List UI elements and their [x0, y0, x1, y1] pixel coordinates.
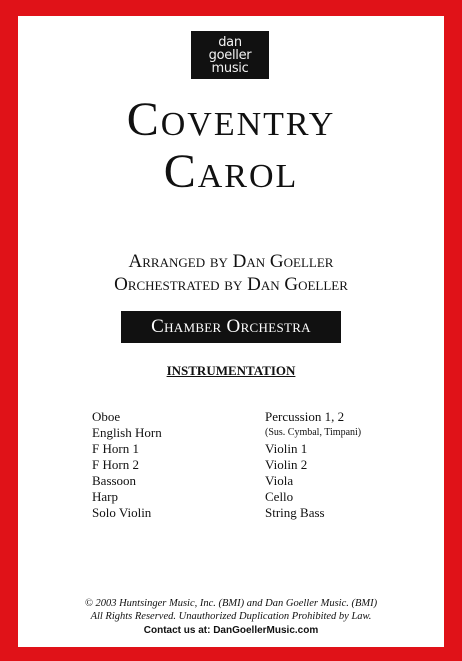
instrument-item: Violin 2 — [265, 457, 308, 472]
instrument-item: Solo Violin — [92, 505, 152, 520]
ensemble-badge: Chamber Orchestra — [121, 311, 341, 343]
instrument-item: Viola — [265, 473, 294, 488]
logo-line-2: goeller — [208, 47, 252, 63]
instrument-list-right — [265, 409, 361, 521]
instrument-item: English Horn — [92, 425, 162, 440]
instrument-item: F Horn 1 — [92, 441, 139, 456]
contact-line: Contact us at: DanGoellerMusic.com — [143, 625, 319, 636]
instrument-list-left — [92, 409, 162, 521]
instrument-item: Bassoon — [92, 473, 137, 488]
copyright-line: © 2003 Huntsinger Music, Inc. (BMI) and Dan Goeller Music. (BMI) — [84, 598, 378, 609]
instrument-item: F Horn 2 — [92, 457, 139, 472]
arranged-by: Arranged by Dan Goeller — [128, 251, 334, 272]
title-line-2: Carol — [163, 145, 299, 198]
instrument-item: Harp — [92, 489, 118, 504]
rights-line: All Rights Reserved. Unauthorized Duplication Prohibited by Law. — [90, 611, 372, 622]
dan-goeller-music-logo — [191, 31, 269, 79]
instrument-item: Cello — [265, 489, 294, 504]
instrument-item: Oboe — [92, 409, 121, 424]
orchestrated-by: Orchestrated by Dan Goeller — [114, 274, 348, 295]
logo-line-3: music — [211, 60, 249, 76]
instrument-item-percussion: Percussion 1, 2 — [265, 409, 345, 424]
logo-line-1: dan — [218, 34, 242, 50]
instrument-item: String Bass — [265, 505, 325, 520]
percussion-note: (Sus. Cymbal, Timpani) — [265, 427, 362, 438]
instrument-item: Violin 1 — [265, 441, 308, 456]
title-line-1: Coventry — [126, 93, 336, 146]
instrumentation-heading: INSTRUMENTATION — [166, 363, 296, 378]
